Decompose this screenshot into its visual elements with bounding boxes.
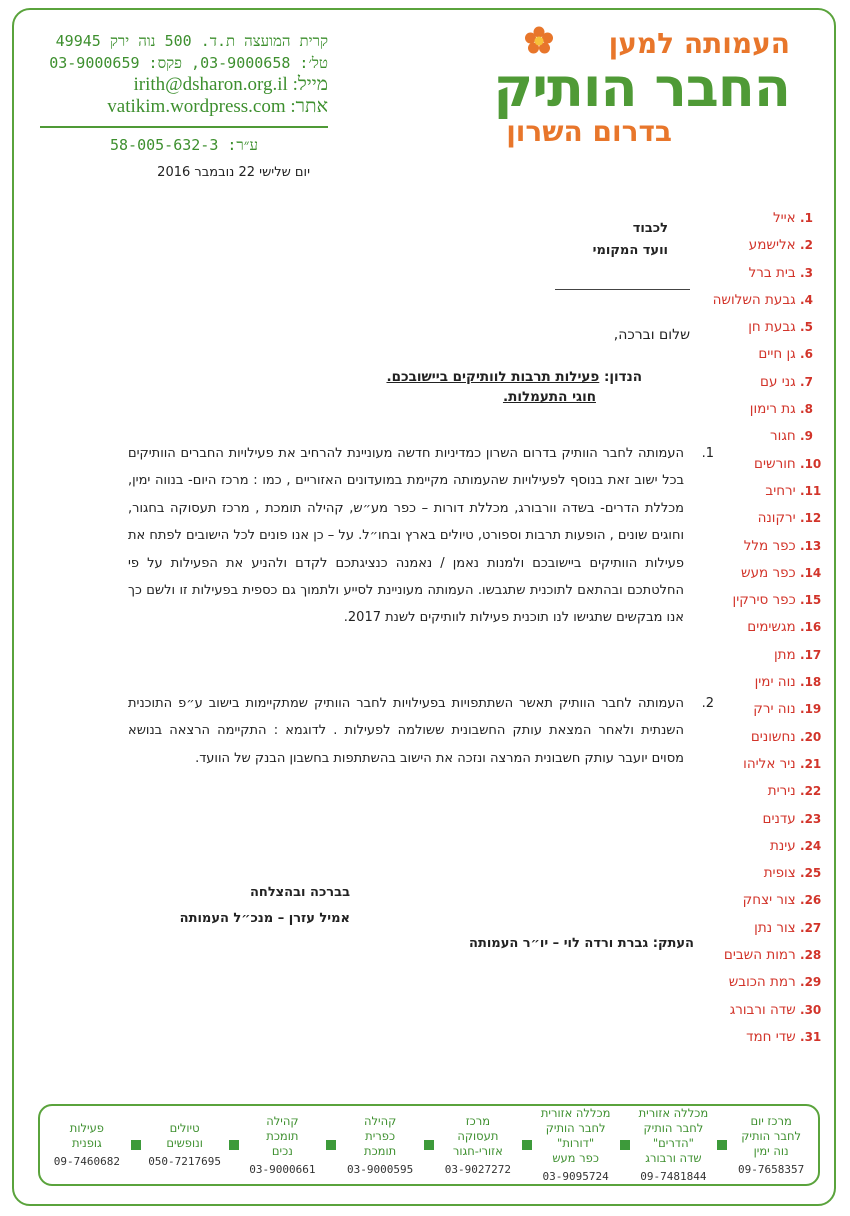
amuta-number: ע״ר: 58-005-632-3 — [110, 136, 258, 154]
settlement-name: ניר אליהו — [743, 755, 796, 772]
logo-line-2: החבר הותיק — [493, 56, 790, 119]
settlement-number: 4. — [800, 292, 813, 307]
paragraph-text: העמותה לחבר הוותיק תאשר השתתפויות בפעילויות לחבר הוותיק שמתקיימות בישוב ע״פ התוכנית השנתית ולאחר המצאת עותק החשבונית ששולמה לפעילות . לדוגמא : התקיימה הרצאה בנושא מסוים יועבר עותק חשבונית המרצה ונזכה את הישוב בהשתתפות בחשבון הבנק של הוועד. — [128, 696, 684, 766]
signature-name: אמיל עזרן – מנכ״ל העמותה — [179, 911, 350, 926]
footer-service-line: מכללה אזורית — [638, 1106, 709, 1120]
settlement-item — [702, 642, 822, 669]
letter-date: יום שלישי 22 נובמבר 2016 — [157, 165, 310, 180]
paragraph-text: העמותה לחבר הוותיק בדרום השרון כמדיניות חדשה מעוניינת להרחיב את פעילויות החברים הוותיקים בכל ישוב זאת בנוסף לפעילויות שהעמותה מקיימת במועדונים האזוריים , כמו : מרכז היום- בנווה ימין, מכללת הדרים- בשדה וורבורג, מכללת דורות – כפר מע״ש, קהילה תומכת , מרכז תעסוקה בחגור, וחוגים שונים , הופעות תרבות וספורט, טיולים בארץ ובחו״ל. על – כן אנו פונים לכל הישובים לפתח את פעילות הוותיקים ביישובכם ולמנות נאמן / נאמנה כנציגתכם לקדם ולהניע את הפעילות על פי החלטתכם ובהתאם לתוכנית שתגבשו. העמותה מעוניינת לסייע ולתמוך גם כספית בפעילות זו ולשם כך אנו מבקשים שתגישו לנו תוכנית פעילות לוותיקים לשנת 2017. — [127, 446, 684, 626]
settlement-number: 5. — [800, 320, 813, 335]
settlement-number: 1. — [800, 211, 813, 225]
settlement-number: 8. — [800, 402, 813, 417]
settlement-number: 25. — [800, 866, 822, 881]
recipient-block — [593, 218, 668, 262]
footer-service — [46, 1106, 128, 1184]
settlement-item — [702, 915, 822, 942]
settlement-number: 6. — [800, 347, 813, 362]
settlement-item — [702, 505, 822, 532]
footer-service-line: נוה ימין — [753, 1143, 789, 1158]
footer-service-line: אזורי-חגור — [452, 1143, 503, 1158]
settlement-item — [702, 997, 822, 1024]
footer-service-line: מרכז — [465, 1113, 491, 1128]
contact-email: מייל: irith@dsharon.org.il — [133, 74, 328, 95]
settlements-list — [702, 205, 822, 1051]
settlement-item — [702, 423, 822, 450]
footer-service-line: תומכת — [266, 1128, 299, 1143]
settlement-item — [702, 314, 822, 341]
settlement-name: נחשונים — [750, 728, 796, 745]
recipient-name: וועד המקומי — [592, 243, 668, 258]
contact-phone: טל׳: 03-9000658, פקס: 03-9000659 — [49, 54, 328, 72]
settlement-item — [702, 751, 822, 778]
settlement-number: 11. — [800, 483, 822, 498]
settlement-name: שדי חמד — [746, 1028, 796, 1045]
settlement-number: 7. — [800, 374, 813, 389]
settlement-item — [702, 969, 822, 996]
settlement-item — [702, 396, 822, 423]
settlement-number: 18. — [800, 675, 822, 690]
settlement-item — [702, 451, 822, 478]
footer-service-line: טיולים — [169, 1121, 200, 1135]
settlement-item — [702, 1024, 822, 1051]
settlement-item — [702, 260, 822, 287]
settlement-item — [702, 232, 822, 259]
settlement-number: 16. — [800, 620, 822, 635]
logo-line-1: העמותה למען — [608, 27, 790, 60]
settlement-name: רמות השבים — [723, 947, 796, 964]
footer-service-line: לחבר הותיק "הדרים" — [643, 1121, 704, 1150]
settlement-name: גת רימון — [749, 401, 796, 418]
settlement-name: צור יצחק — [742, 892, 796, 909]
settlement-name: כפר מעש — [741, 564, 796, 581]
settlement-name: גן חיים — [758, 346, 796, 363]
greeting: שלום וברכה, — [613, 327, 690, 343]
subject-label: הנדון: — [604, 369, 642, 385]
footer-service-line: קהילה — [266, 1113, 299, 1128]
settlement-name: חגור — [770, 428, 796, 445]
settlement-item — [702, 806, 822, 833]
settlement-item — [702, 587, 822, 614]
footer-service-line: תעסוקה — [457, 1128, 499, 1143]
subject-line-2: חוגי התעמלות. — [502, 389, 596, 405]
footer-service-phone: 03-9000595 — [347, 1162, 414, 1176]
contact-block — [40, 30, 328, 156]
recipient-to: לכבוד — [632, 221, 668, 236]
footer-service-line: לחבר הותיק — [741, 1128, 802, 1143]
recipient-blank-line — [555, 289, 690, 290]
settlement-item — [702, 942, 822, 969]
flower-icon — [524, 26, 554, 56]
footer-service-phone: 09-7658357 — [738, 1162, 805, 1176]
settlement-item — [702, 205, 822, 232]
settlement-name: גני עם — [760, 373, 796, 390]
footer-service-line: תומכת — [364, 1143, 397, 1158]
settlement-item — [702, 778, 822, 805]
settlement-number: 26. — [800, 893, 822, 908]
settlement-item — [702, 478, 822, 505]
settlement-number: 21. — [800, 756, 822, 771]
settlement-number: 28. — [800, 948, 822, 963]
settlement-number: 3. — [800, 265, 813, 280]
square-bullet-icon — [131, 1140, 141, 1150]
settlement-number: 22. — [800, 784, 822, 799]
footer-service-phone: 09-7481844 — [640, 1170, 707, 1183]
body-paragraph-2 — [128, 690, 714, 772]
footer-service-line: כפרית — [365, 1128, 396, 1143]
signature-closing: בברכה ובהצלחה — [249, 885, 350, 900]
square-bullet-icon — [229, 1140, 239, 1150]
square-bullet-icon — [522, 1140, 532, 1150]
settlement-item — [702, 560, 822, 587]
cc-line: העתק: גברת ורדה לוי – יו״ר העמותה — [469, 936, 694, 951]
settlement-number: 2. — [800, 238, 813, 253]
settlement-item — [702, 369, 822, 396]
footer-service — [730, 1106, 812, 1184]
footer-service-phone: 09-7460682 — [53, 1155, 120, 1168]
footer-service-line: פעילות — [69, 1121, 104, 1135]
settlement-number: 13. — [800, 538, 822, 553]
settlement-item — [702, 696, 822, 723]
settlement-item — [702, 833, 822, 860]
settlement-number: 31. — [800, 1029, 822, 1044]
settlement-name: צור נתן — [754, 919, 796, 936]
settlement-item — [702, 614, 822, 641]
footer-service-line: ונופשים — [166, 1136, 203, 1150]
settlement-number: 19. — [800, 702, 822, 717]
subject-block — [386, 367, 642, 407]
settlement-name: חורשים — [754, 455, 796, 472]
footer-service — [242, 1106, 324, 1184]
footer-service-line: קהילה — [363, 1113, 397, 1128]
footer-service-phone: 03-9027272 — [444, 1162, 511, 1176]
footer-service — [535, 1106, 617, 1184]
settlement-number: 20. — [800, 729, 822, 744]
footer-service-line: מרכז יום — [750, 1113, 792, 1128]
footer-service-line: מכללה אזורית — [540, 1106, 611, 1120]
settlement-name: רמת הכובש — [728, 974, 796, 991]
settlement-name: צופית — [763, 865, 796, 882]
settlement-item — [702, 669, 822, 696]
settlement-number: 15. — [800, 593, 822, 608]
services-footer — [38, 1104, 820, 1186]
footer-service-line: נכים — [271, 1143, 293, 1158]
settlement-number: 12. — [800, 511, 822, 526]
body-paragraph-1 — [127, 440, 714, 632]
square-bullet-icon — [620, 1140, 630, 1150]
footer-service — [437, 1106, 519, 1184]
footer-service-phone: 050-7217695 — [148, 1155, 222, 1168]
settlement-item — [702, 887, 822, 914]
settlement-name: עינת — [769, 837, 796, 854]
footer-service — [633, 1106, 715, 1184]
settlement-item — [702, 287, 822, 314]
settlement-number: 27. — [800, 920, 822, 935]
footer-service-line: שדה ורבורג — [645, 1151, 702, 1165]
subject-line-1: פעילות תרבות לוותיקים ביישובכם. — [386, 369, 600, 385]
footer-service — [144, 1106, 226, 1184]
settlement-item — [702, 341, 822, 368]
settlement-item — [702, 533, 822, 560]
settlement-number: 14. — [800, 565, 822, 580]
settlement-name: אייל — [772, 210, 796, 226]
settlement-item — [702, 724, 822, 751]
settlement-name: ירקונה — [757, 510, 796, 527]
settlement-number: 17. — [800, 647, 822, 662]
footer-service-phone: 03-9095724 — [542, 1170, 609, 1183]
settlement-number: 24. — [800, 838, 822, 853]
settlement-number: 29. — [800, 975, 822, 990]
paragraph-number: 1. — [701, 446, 714, 461]
settlement-name: מתן — [773, 646, 796, 663]
settlement-name: מגשימים — [747, 619, 796, 636]
footer-service-line: כפר מעש — [552, 1151, 599, 1165]
contact-address: קרית המועצה ת.ד. 500 נוה ירק 49945 — [55, 32, 328, 50]
settlement-name: עדנים — [762, 810, 796, 827]
settlement-name: כפר מלל — [743, 537, 796, 554]
settlement-item — [702, 860, 822, 887]
settlement-name: נוה ימין — [754, 674, 796, 691]
organization-logo — [450, 28, 790, 148]
paragraph-number: 2. — [701, 696, 714, 711]
footer-service-line: לחבר הותיק "דורות" — [545, 1121, 606, 1150]
settlement-name: ירחיב — [765, 482, 796, 499]
settlement-name: נירית — [767, 783, 796, 800]
settlement-name: כפר סירקין — [732, 592, 796, 609]
footer-service-phone: 03-9000661 — [249, 1162, 316, 1176]
settlement-number: 30. — [800, 1002, 822, 1017]
square-bullet-icon — [424, 1140, 434, 1150]
settlement-name: בית ברל — [748, 264, 796, 281]
settlement-name: אלישמע — [748, 237, 796, 254]
settlement-name: גבעת חן — [748, 319, 796, 336]
logo-line-3: בדרום השרון — [506, 115, 672, 148]
square-bullet-icon — [326, 1140, 336, 1150]
settlement-number: 10. — [800, 456, 822, 471]
settlement-number: 23. — [800, 811, 822, 826]
footer-service — [339, 1106, 421, 1184]
settlement-name: שדה ורבורג — [729, 1001, 796, 1018]
settlement-name: גבעת השלושה — [712, 291, 796, 308]
footer-service-line: גופנית — [71, 1136, 102, 1150]
contact-divider — [40, 126, 328, 128]
square-bullet-icon — [717, 1140, 727, 1150]
contact-website: אתר: vatikim.wordpress.com — [107, 96, 328, 117]
settlement-name: נוה ירק — [753, 701, 796, 718]
settlement-number: 9. — [800, 429, 813, 444]
signature-block — [180, 880, 350, 932]
